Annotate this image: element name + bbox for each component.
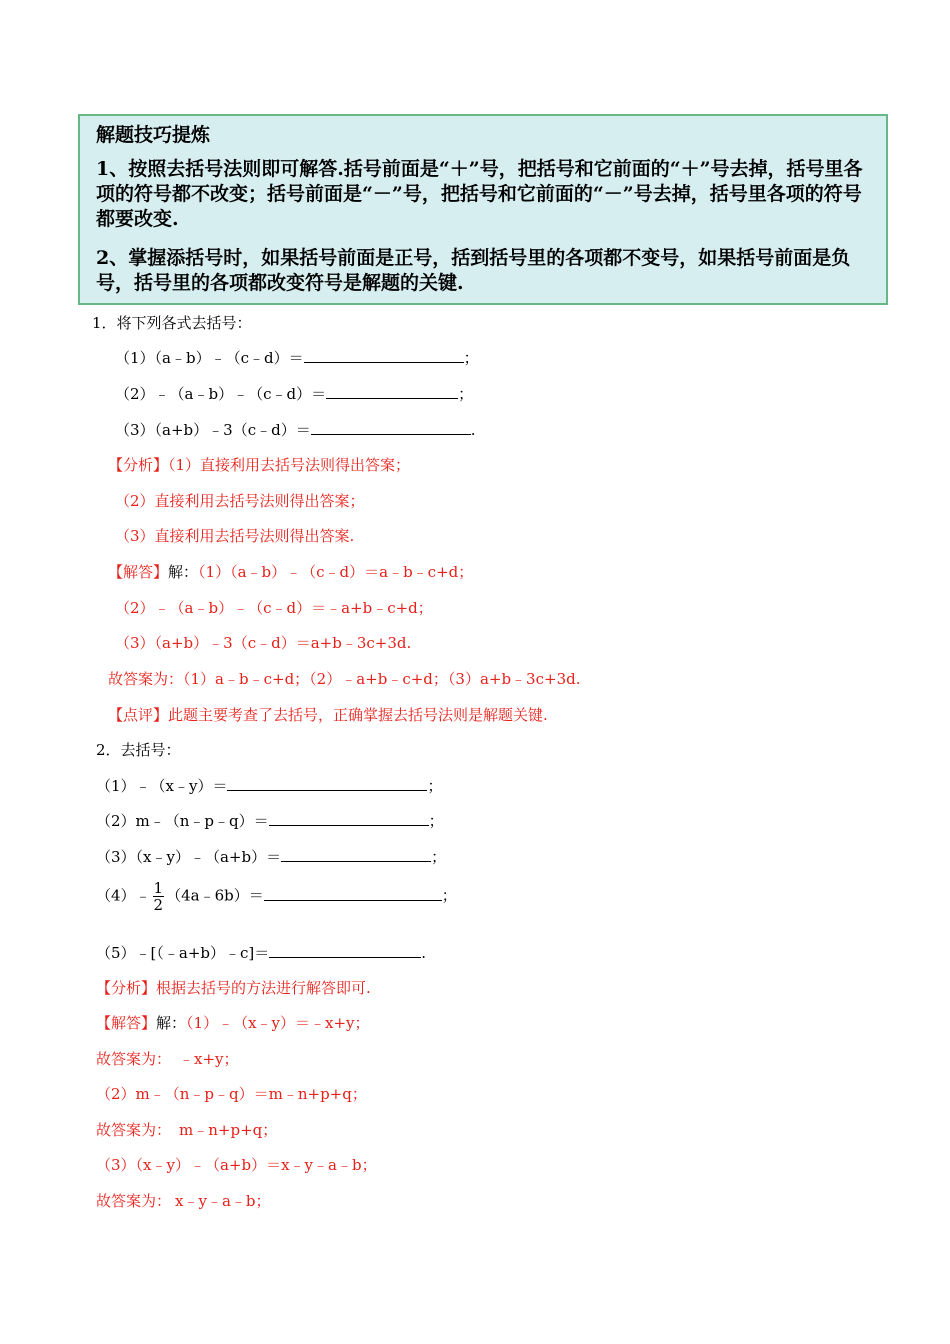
q2-final-text-1: ﹣x+y； [179, 1050, 239, 1068]
q2-final-prefix-2: 故答案为： [96, 1121, 172, 1139]
q1-answer-tag: 【解答】 [108, 563, 169, 581]
q1-analysis-line-1: （1）直接利用去括号法则得出答案； [168, 456, 411, 474]
q2-item-5-end: . [421, 944, 427, 962]
q2-answer-3: （3）（x﹣y）﹣（a+b）＝x﹣y﹣a﹣b； [96, 1156, 377, 1174]
q1-item-3-end: . [470, 421, 476, 439]
q2-final-text-3: x﹣y﹣a﹣b； [175, 1192, 271, 1210]
q1-answer-line-1: （1）（a﹣b）﹣（c﹣d）＝a﹣b﹣c+d； [198, 563, 474, 581]
q2-item-5 [96, 942, 426, 963]
q2-analysis [96, 977, 371, 998]
q2-item-3-text: （3）（x﹣y）﹣（a+b）＝ [96, 848, 282, 866]
q2-final-1 [96, 1048, 239, 1069]
q1-item-3-text: （3）（a+b）﹣3（c﹣d）＝ [115, 421, 311, 439]
q2-item-3-blank [281, 847, 431, 862]
q2-item-4-prefix: （4）﹣ [96, 886, 151, 905]
q1-item-1-blank [304, 348, 464, 363]
tips-paragraph-1: 1、按照去括号法则即可解答.括号前面是“＋”号，把括号和它前面的“＋”号去掉，括号里各项的符号都不改变；括号前面是“－”号，把括号和它前面的“－”号去掉，括号里各项的符号都要改变. [96, 158, 863, 230]
q1-final-text: （1）a﹣b﹣c+d；（2）﹣a+b﹣c+d；（3）a+b﹣3c+3d. [183, 670, 581, 688]
q1-item-2-blank [326, 384, 458, 399]
q1-item-2-text: （2）﹣（a﹣b）﹣（c﹣d）＝ [115, 385, 327, 403]
q1-final-prefix: 故答案为： [108, 670, 184, 688]
q2-answer-1 [96, 1012, 370, 1033]
q2-item-4 [96, 880, 457, 913]
q1-item-1-text: （1）（a﹣b）﹣（c﹣d）＝ [115, 349, 304, 367]
q2-analysis-tag: 【分析】 [96, 979, 157, 997]
q1-answer-2: （2）﹣（a﹣b）﹣（c﹣d）＝﹣a+b﹣c+d； [115, 599, 433, 617]
fraction-denominator: 2 [153, 896, 164, 914]
q1-analysis-3: （3）直接利用去括号法则得出答案. [115, 527, 355, 545]
q2-item-4-fraction [153, 880, 165, 913]
q1-item-3 [115, 419, 476, 440]
q1-item-2 [115, 383, 473, 404]
q2-item-2-blank [269, 811, 429, 826]
q1-answer-3: （3）（a+b）﹣3（c﹣d）＝a+b﹣3c+3d. [115, 634, 412, 652]
q2-item-1 [96, 775, 443, 796]
q2-stem: 2．去括号： [96, 741, 181, 759]
q2-answer-line-1: （1）﹣（x﹣y）＝﹣x+y； [186, 1014, 370, 1032]
q1-stem: 1．将下列各式去括号： [92, 314, 252, 332]
q2-answer-2: （2）m﹣（n﹣p﹣q）＝m﹣n+p+q； [96, 1085, 367, 1103]
tips-paragraph-2: 2、掌握添括号时，如果括号前面是正号，括到括号里的各项都不变号，如果括号前面是负号，括号里的各项都改变符号是解题的关键. [96, 247, 851, 294]
q2-final-prefix-1: 故答案为： [96, 1050, 172, 1068]
q1-final-answer [108, 668, 581, 689]
q2-item-4-end: ； [441, 886, 457, 905]
q2-item-2-text: （2）m﹣（n﹣p﹣q）＝ [96, 812, 269, 830]
q2-analysis-text: 根据去括号的方法进行解答即可. [156, 979, 371, 997]
q2-item-3-end: ； [431, 848, 447, 866]
q2-item-1-text: （1）﹣（x﹣y）＝ [96, 777, 228, 795]
q1-analysis-2: （2）直接利用去括号法则得出答案； [115, 492, 365, 510]
q1-item-1 [115, 347, 479, 368]
q2-final-text-2: m﹣n+p+q； [179, 1121, 278, 1139]
q2-final-prefix-3: 故答案为： [96, 1192, 172, 1210]
fraction-numerator: 1 [153, 879, 164, 897]
q1-answer-prefix: 解： [168, 563, 199, 581]
tips-title: 解题技巧提炼 [96, 124, 211, 146]
q2-item-2 [96, 810, 444, 831]
q2-item-5-text: （5）﹣[（﹣a+b）﹣c]＝ [96, 944, 270, 962]
q2-item-4-blank [264, 886, 442, 901]
q1-item-1-end: ； [463, 349, 479, 367]
q1-comment-tag: 【点评】 [108, 706, 169, 724]
q1-analysis-1 [108, 454, 410, 475]
q1-comment-text: 此题主要考查了去括号，正确掌握去括号法则是解题关键. [168, 706, 548, 724]
q1-item-3-blank [311, 420, 471, 435]
q1-answer-1 [108, 561, 473, 582]
q1-comment [108, 704, 548, 725]
q2-answer-prefix: 解： [156, 1014, 187, 1032]
q2-item-1-end: ； [427, 777, 443, 795]
q2-item-3 [96, 846, 446, 867]
q1-analysis-tag: 【分析】 [108, 456, 169, 474]
q2-final-3 [96, 1190, 271, 1211]
q2-item-5-blank [269, 943, 421, 958]
q1-item-2-end: ； [458, 385, 474, 403]
q2-item-2-end: ； [428, 812, 444, 830]
q2-item-1-blank [227, 776, 427, 791]
q2-answer-tag: 【解答】 [96, 1014, 157, 1032]
q2-item-4-text: （4a﹣6b）＝ [166, 886, 264, 905]
q2-final-2 [96, 1119, 277, 1140]
